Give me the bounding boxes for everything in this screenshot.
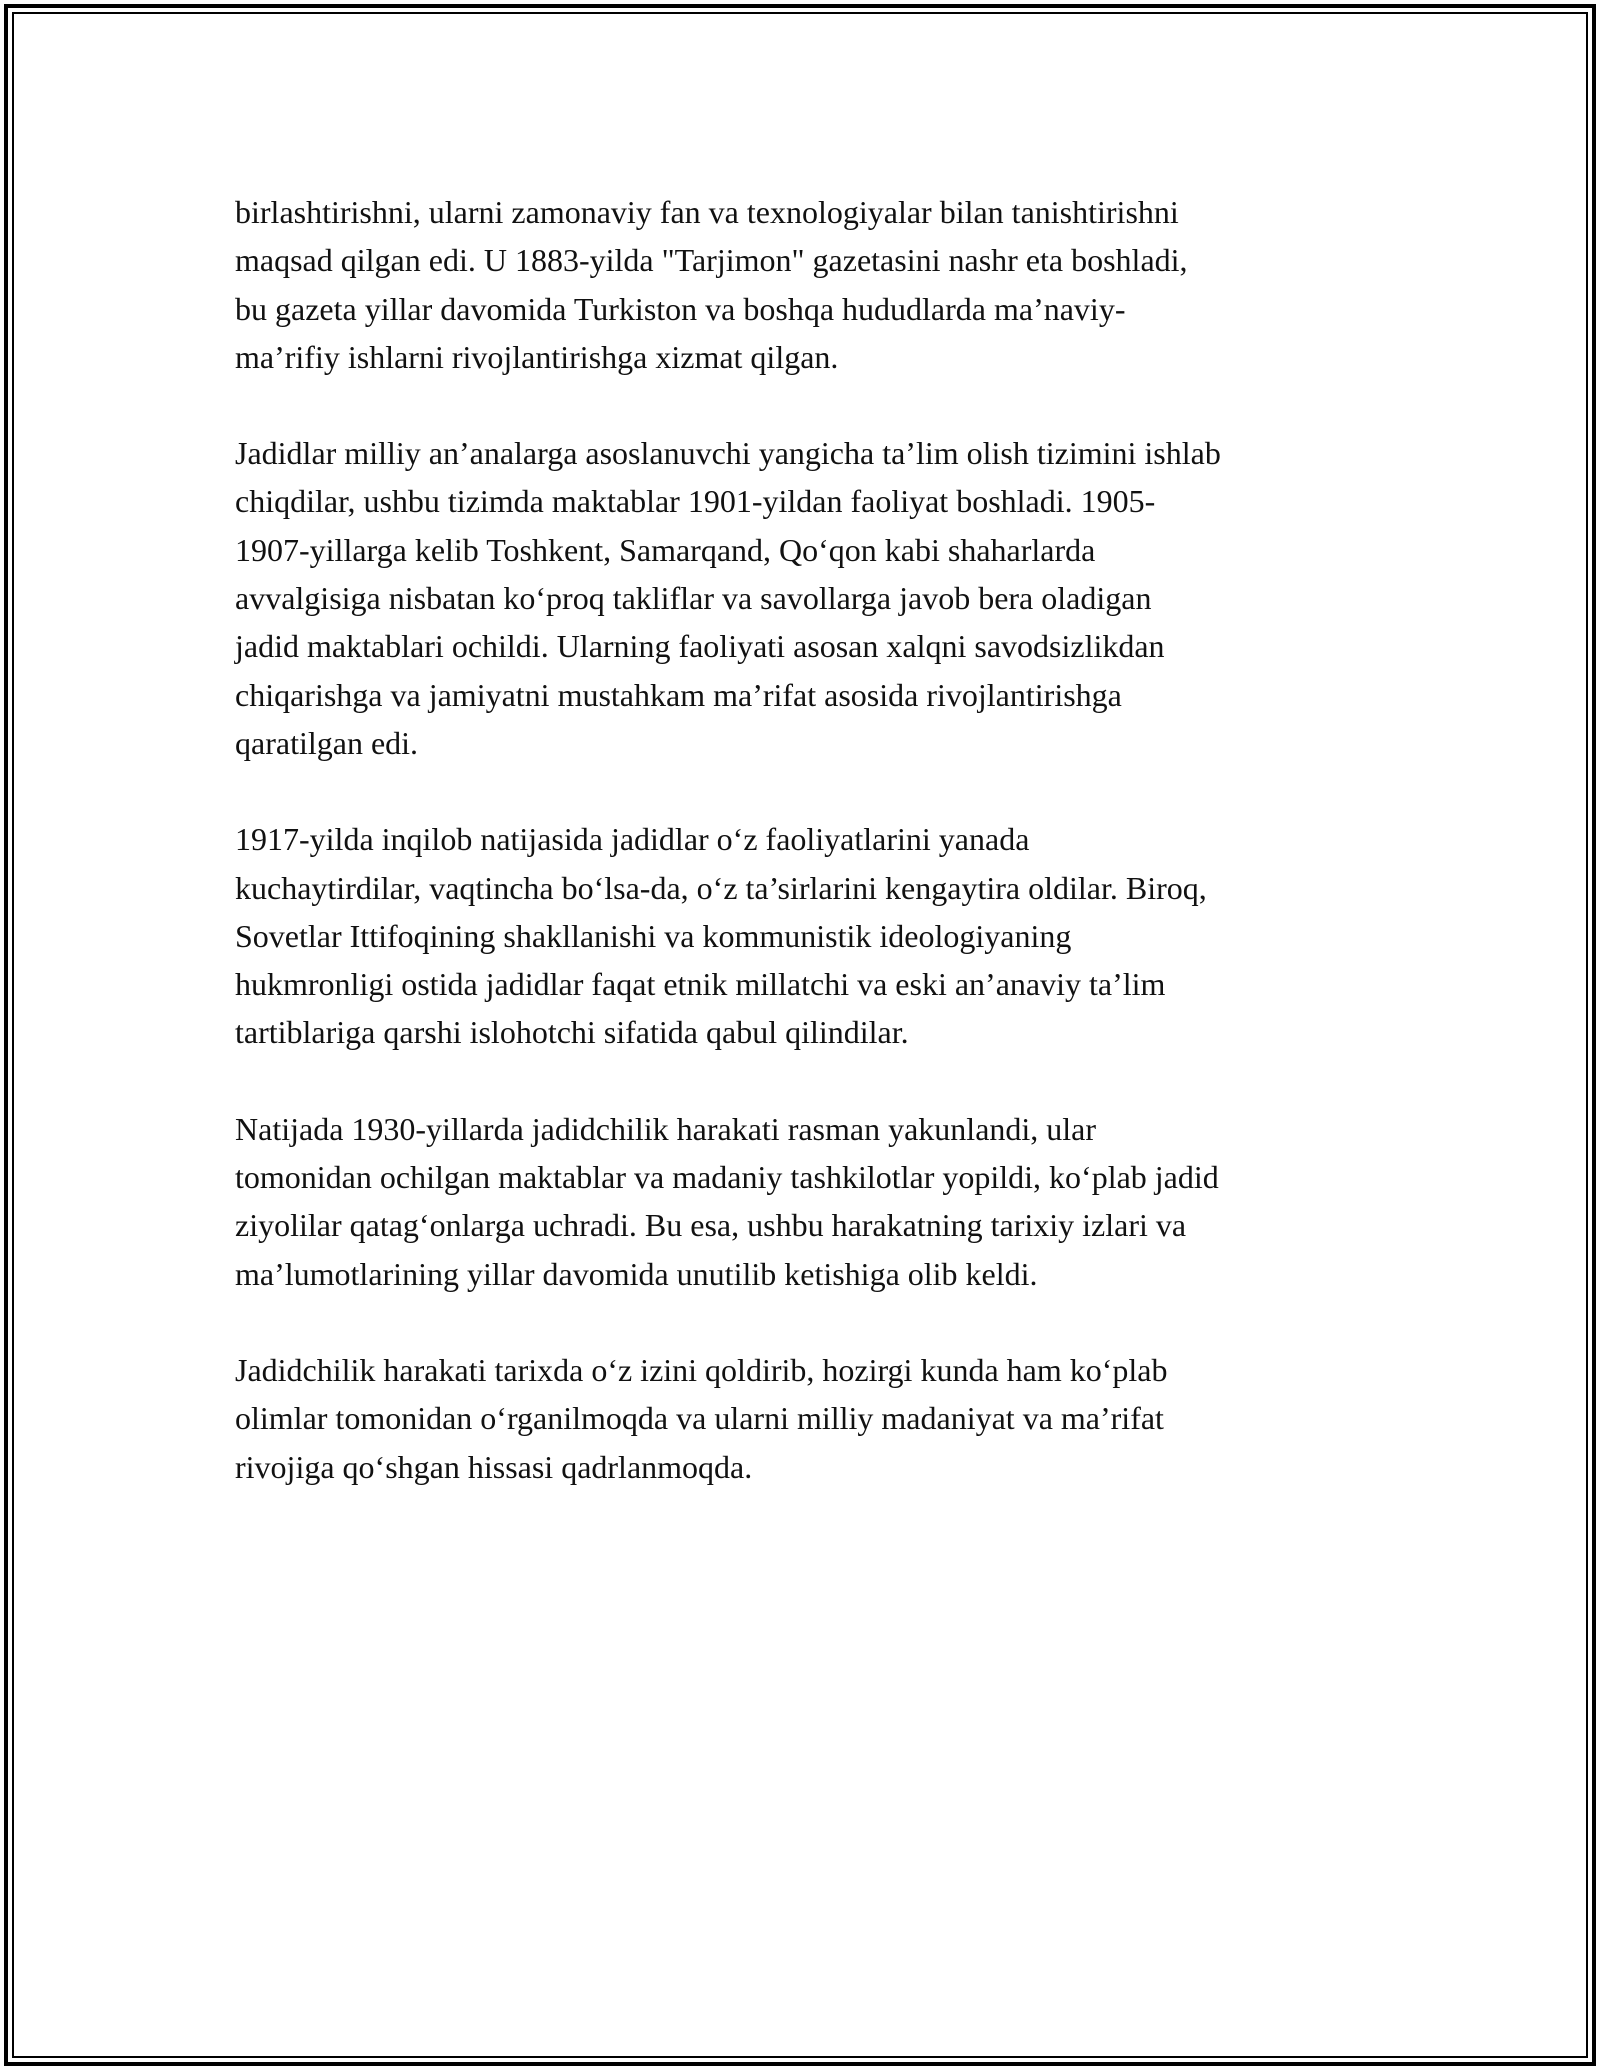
text-line: ma’rifiy ishlarni rivojlantirishga xizmat qilgan. <box>235 338 839 375</box>
paragraph-4 <box>235 1105 1385 1298</box>
paragraph-3 <box>235 815 1385 1056</box>
text-line: tartiblariga qarshi islohotchi sifatida qabul qilindilar. <box>235 1014 909 1051</box>
text-line: chiqarishga va jamiyatni mustahkam ma’rifat asosida rivojlantirishga <box>235 676 1122 713</box>
text-line: Jadidchilik harakati tarixda o‘z izini qoldirib, hozirgi kunda ham ko‘plab <box>235 1351 1168 1388</box>
text-line: olimlar tomonidan o‘rganilmoqda va ularni milliy madaniyat va ma’rifat <box>235 1400 1164 1437</box>
paragraph-2 <box>235 429 1385 767</box>
paragraph-5 <box>235 1346 1385 1491</box>
text-line: Natijada 1930-yillarda jadidchilik harakati rasman yakunlandi, ular <box>235 1110 1097 1147</box>
text-line: rivojiga qo‘shgan hissasi qadrlanmoqda. <box>235 1448 753 1485</box>
text-line: ma’lumotlarining yillar davomida unutilib ketishiga olib keldi. <box>235 1255 1038 1292</box>
text-line: tomonidan ochilgan maktablar va madaniy tashkilotlar yopildi, ko‘plab jadid <box>235 1159 1219 1196</box>
text-line: 1907-yillarga kelib Toshkent, Samarqand, Qo‘qon kabi shaharlarda <box>235 531 1096 568</box>
text-line: jadid maktablari ochildi. Ularning faoliyati asosan xalqni savodsizlikdan <box>235 628 1165 665</box>
text-line: hukmronligi ostida jadidlar faqat etnik millatchi va eski an’anaviy ta’lim <box>235 966 1166 1003</box>
text-line: bu gazeta yillar davomida Turkiston va boshqa hududlarda ma’naviy- <box>235 290 1126 327</box>
text-line: Jadidlar milliy an’analarga asoslanuvchi yangicha ta’lim olish tizimini ishlab <box>235 435 1221 472</box>
document-body <box>235 188 1385 1539</box>
text-line: maqsad qilgan edi. U 1883-yilda "Tarjimon" gazetasini nashr eta boshladi, <box>235 242 1188 279</box>
text-line: Sovetlar Ittifoqining shakllanishi va kommunistik ideologiyaning <box>235 917 1072 954</box>
text-line: birlashtirishni, ularni zamonaviy fan va texnologiyalar bilan tanishtirishni <box>235 194 1179 230</box>
text-line: ziyolilar qatag‘onlarga uchradi. Bu esa, ushbu harakatning tarixiy izlari va <box>235 1207 1187 1244</box>
text-line: kuchaytirdilar, vaqtincha bo‘lsa-da, o‘z ta’sirlarini kengaytira oldilar. Biroq, <box>235 869 1207 906</box>
text-line: qaratilgan edi. <box>235 724 419 761</box>
text-line: chiqdilar, ushbu tizimda maktablar 1901-yildan faoliyat boshladi. 1905- <box>235 483 1156 520</box>
text-line: 1917-yilda inqilob natijasida jadidlar o‘z faoliyatlarini yanada <box>235 821 1030 858</box>
text-line: avvalgisiga nisbatan ko‘proq takliflar va savollarga javob bera oladigan <box>235 580 1152 617</box>
paragraph-1 <box>235 188 1385 381</box>
